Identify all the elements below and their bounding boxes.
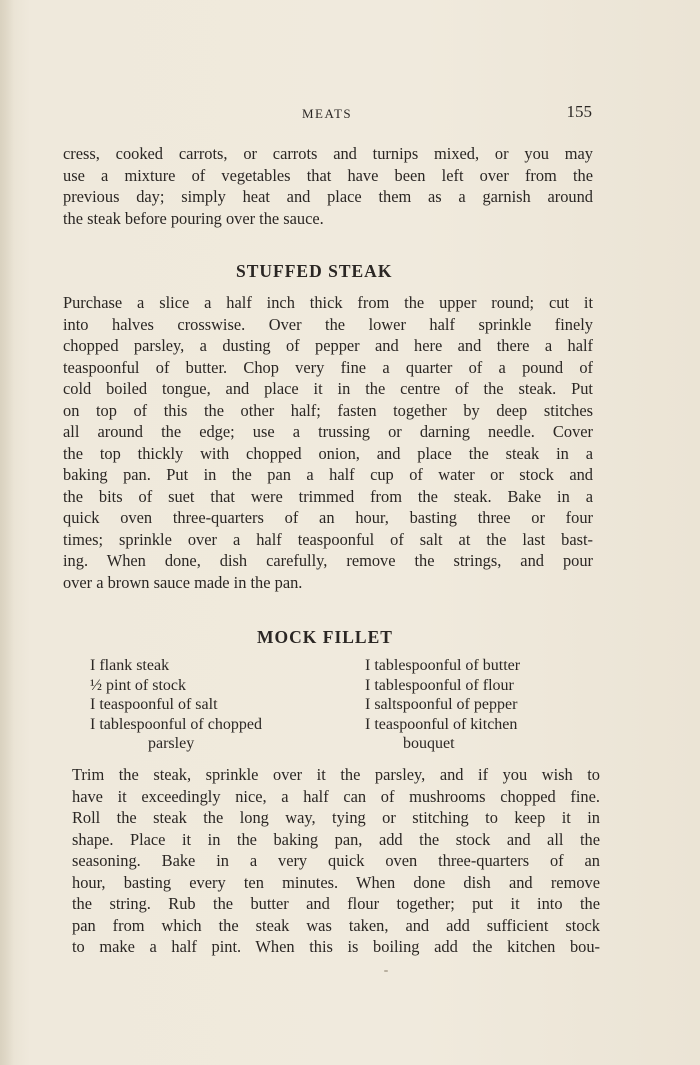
text-line: cold boiled tongue, and place it in the centre of the steak. Put [63, 379, 593, 398]
text-line: times; sprinkle over a half teaspoonful of salt at the last bast- [63, 529, 593, 549]
ingredient-text: I tablespoonful of flour [365, 676, 514, 694]
text-line: the bits of suet that were trimmed from the steak. Bake in a [63, 486, 593, 506]
page-gutter-shadow [0, 0, 14, 1065]
stuffed-steak-heading: STUFFED STEAK [236, 261, 393, 281]
page-number: 155 [566, 102, 592, 121]
text-line: the top thickly with chopped onion, and place the steak in a [63, 443, 593, 463]
ingredients-left-column [90, 656, 350, 754]
ingredient-item [365, 656, 605, 676]
text-line: use a mixture of vegetables that have been left over from the [63, 165, 593, 185]
text-line: to make a half pint. When this is boiling add the kitchen bou- [72, 937, 600, 956]
ingredient-item [90, 656, 350, 676]
ingredient-item [90, 695, 350, 715]
ingredients-list [90, 656, 600, 761]
text-line: Purchase a slice a half inch thick from the upper round; cut it [63, 293, 593, 312]
ingredient-text: I flank steak [90, 657, 170, 674]
ingredient-text: I teaspoonful of kitchen [365, 715, 518, 733]
mock-fillet-paragraph [72, 764, 600, 958]
paper-speck [384, 970, 388, 972]
ingredient-item [365, 695, 605, 715]
mock-fillet-text [72, 764, 600, 958]
stuffed-steak-text [63, 292, 593, 593]
text-line: previous day; simply heat and place them as a garnish around [63, 187, 593, 206]
ingredient-item [90, 715, 350, 754]
ingredient-text: I saltspoonful of pepper [365, 696, 518, 713]
ingredient-item [90, 676, 350, 696]
text-line: hour, basting every ten minutes. When done dish and remove [72, 872, 600, 892]
text-line: cress, cooked carrots, or carrots and turnips mixed, or you may [63, 144, 593, 163]
text-line: teaspoonful of butter. Chop very fine a quarter of a pound of [63, 357, 593, 377]
ingredient-continuation: parsley [148, 735, 195, 752]
stuffed-steak-paragraph [63, 292, 593, 593]
text-line: the string. Rub the butter and flour together; put it into the [72, 894, 600, 913]
ingredient-item [365, 676, 605, 696]
ingredient-text: ½ pint of stock [90, 676, 186, 694]
text-line: chopped parsley, a dusting of pepper and here and there a half [63, 336, 593, 355]
text-line: pan from which the steak was taken, and add sufficient stock [72, 915, 600, 935]
text-line: into halves crosswise. Over the lower half sprinkle finely [63, 314, 593, 334]
ingredient-item [365, 715, 605, 754]
text-line: Roll the steak the long way, tying or stitching to keep it in [72, 808, 600, 827]
ingredients-right-column [365, 656, 605, 754]
text-line: quick oven three-quarters of an hour, basting three or four [63, 508, 593, 527]
text-line: all around the edge; use a trussing or darning needle. Cover [63, 422, 593, 441]
mock-fillet-heading: MOCK FILLET [257, 627, 393, 647]
text-line: ing. When done, dish carefully, remove the strings, and pour [63, 551, 593, 570]
intro-paragraph [63, 143, 593, 229]
chapter-title: MEATS [302, 106, 353, 121]
text-line: seasoning. Bake in a very quick oven three-quarters of an [72, 851, 600, 870]
text-line: shape. Place it in the baking pan, add the stock and all the [72, 829, 600, 849]
ingredient-text: I tablespoonful of butter [365, 657, 521, 674]
ingredient-continuation: bouquet [403, 735, 455, 752]
text-line: Trim the steak, sprinkle over it the parsley, and if you wish to [72, 765, 600, 784]
running-head [64, 102, 594, 126]
intro-text [63, 143, 593, 229]
ingredient-text: I tablespoonful of chopped [90, 715, 262, 733]
text-line: baking pan. Put in the pan a half cup of water or stock and [63, 465, 593, 484]
text-line: on top of this the other half; fasten together by deep stitches [63, 400, 593, 420]
ingredient-text: I teaspoonful of salt [90, 696, 218, 713]
text-line: have it exceedingly nice, a half can of mushrooms chopped fine. [72, 786, 600, 806]
text-line: over a brown sauce made in the pan. [63, 572, 303, 592]
text-line: the steak before pouring over the sauce. [63, 208, 324, 228]
